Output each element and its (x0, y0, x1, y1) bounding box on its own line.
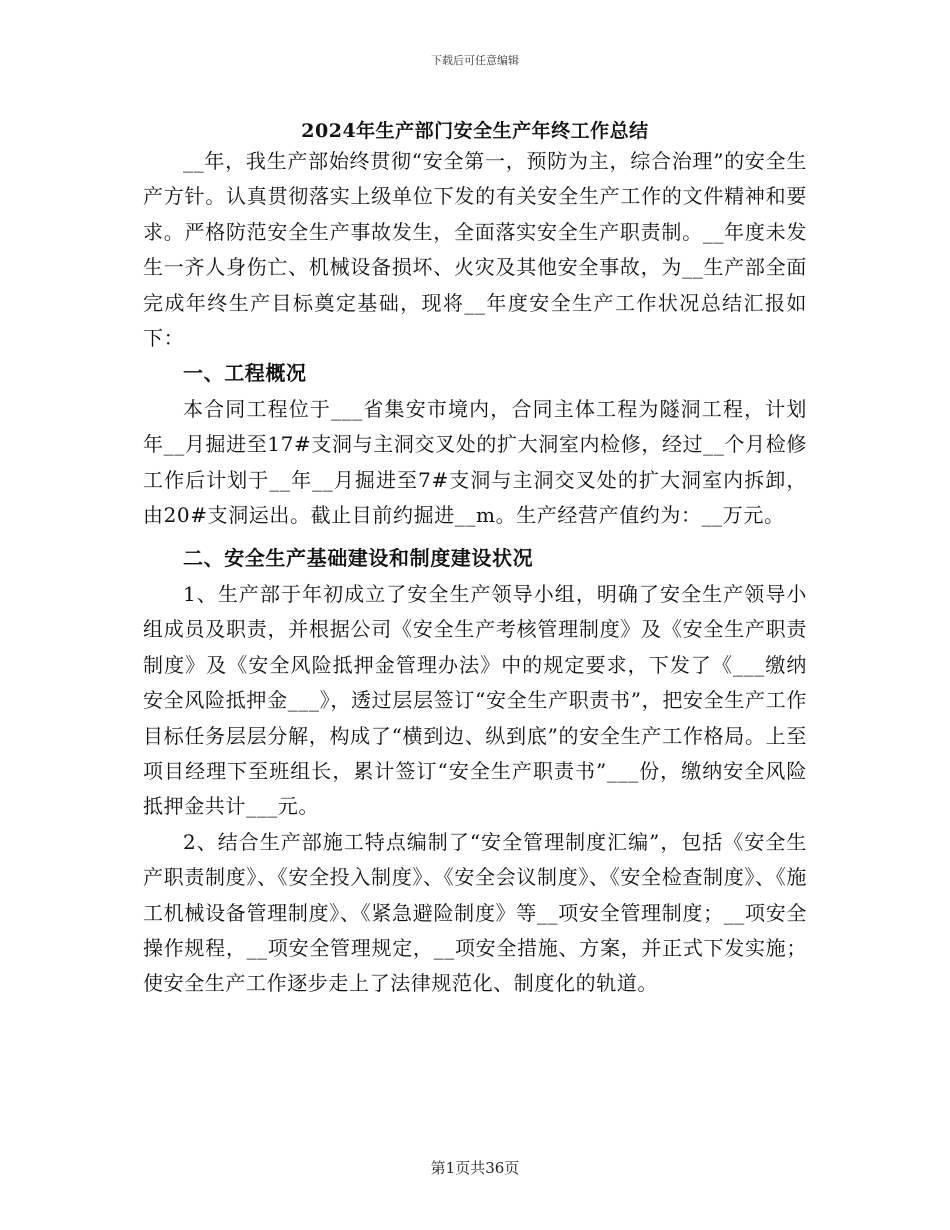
section2-item1-paragraph: 1、生产部于年初成立了安全生产领导小组，明确了安全生产领导小组成员及职责，并根据公司《安全生产考核管理制度》及《安全生产职责制度》及《安全风险抵押金管理办法》中的规定要求，下发了《___缴纳安全风险抵押金___》，透过层层签订“安全生产职责书”，把安全生产工作目标任务层层分解，构成了“横到边、纵到底”的安全生产工作格局。上至项目经理下至班组长，累计签订“安全生产职责书”___份，缴纳安全风险抵押金共计___元。 (143, 581, 807, 819)
section1-paragraph: 本合同工程位于___省集安市境内，合同主体工程为隧洞工程，计划年__月掘进至17#支洞与主洞交叉处的扩大洞室内检修，经过__个月检修工作后计划于__年__月掘进至7#支洞与主洞交叉处的扩大洞室内拆卸，由20#支洞运出。截止目前约掘进__m。生产经营产值约为：__万元。 (143, 396, 807, 528)
intro-paragraph: __年，我生产部始终贯彻“安全第一，预防为主，综合治理”的安全生产方针。认真贯彻落实上级单位下发的有关安全生产工作的文件精神和要求。严格防范安全生产事故发生，全面落实安全生产职责制。__年度未发生一齐人身伤亡、机械设备损坏、火灾及其他安全事故，为__生产部全面完成年终生产目标奠定基础，现将__年度安全生产工作状况总结汇报如下： (143, 149, 807, 351)
page-number-footer: 第1页共36页 (430, 1159, 520, 1177)
header-note: 下载后可任意编辑 (431, 54, 519, 67)
section1-heading: 一、工程概况 (183, 361, 307, 386)
document-body (143, 144, 807, 1002)
section2-item2-paragraph: 2、结合生产部施工特点编制了“安全管理制度汇编”，包括《安全生产职责制度》、《安全投入制度》、《安全会议制度》、《安全检查制度》、《施工机械设备管理制度》、《紧急避险制度》等__项安全管理制度；__项安全操作规程，__项安全管理规定，__项安全措施、方案，并正式下发实施；使安全生产工作逐步走上了法律规范化、制度化的轨道。 (143, 829, 807, 996)
section2-heading: 二、安全生产基础建设和制度建设状况 (183, 546, 534, 571)
document-title: 2024年生产部门安全生产年终工作总结 (301, 120, 649, 142)
